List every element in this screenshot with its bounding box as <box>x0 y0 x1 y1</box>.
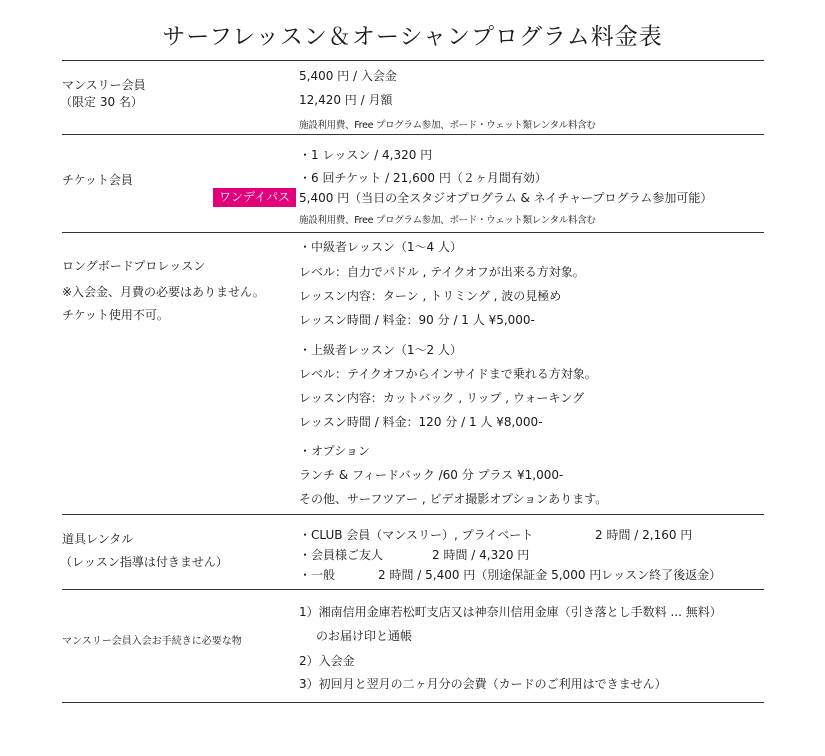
advanced-level: レベル：テイクオフからインサイドまで乗れる方対象。 <box>299 367 597 381</box>
rental-item-name: ・会員様ご友人 <box>299 548 384 562</box>
monthly-entry-fee: 5,400 円 / 入会金 <box>299 69 397 83</box>
monthly-note: 施設利用費、Free プログラム参加、ボード・ウェット類レンタル料含む <box>299 120 596 131</box>
rental-label: 道具レンタル <box>62 532 134 546</box>
procedure-item-1-cont: のお届け印と通帳 <box>316 629 413 643</box>
divider-ticket <box>62 232 764 233</box>
rental-item-price: 2 時間 / 2,160 円 <box>595 528 693 542</box>
ticket-six: ・6 回チケット / 21,600 円（２ヶ月間有効） <box>299 171 547 185</box>
divider-top <box>62 60 764 61</box>
intermediate-content: レッスン内容：ターン , トリミング , 波の見極め <box>299 289 562 303</box>
page-title: サーフレッスン＆オーシャンプログラム料金表 <box>162 24 663 50</box>
intermediate-title: ・中級者レッスン（1〜4 人） <box>299 240 462 254</box>
monthly-label: マンスリー会員 <box>62 78 146 92</box>
oneday-pass-badge: ワンデイパス <box>213 188 296 207</box>
advanced-price: レッスン時間 / 料金：120 分 / 1 人 ¥8,000- <box>299 415 543 429</box>
advanced-title: ・上級者レッスン（1〜2 人） <box>299 343 462 357</box>
longboard-label: ロングボードプロレッスン <box>62 259 206 273</box>
longboard-ticket-note: チケット使用不可。 <box>62 308 169 322</box>
monthly-monthly-fee: 12,420 円 / 月額 <box>299 93 393 107</box>
rental-item-price: 2 時間 / 4,320 円 <box>432 548 530 562</box>
rental-sublabel: （レッスン指導は付きません） <box>60 555 228 569</box>
option-other: その他、サーフツアー , ビデオ撮影オプションあります。 <box>299 492 608 506</box>
rental-item-name: ・一般 <box>299 568 336 582</box>
divider-longboard <box>62 514 764 515</box>
longboard-note: ※入会金、月費の必要はありません。 <box>62 285 265 299</box>
ticket-note: 施設利用費、Free プログラム参加、ボード・ウェット類レンタル料含む <box>299 215 596 226</box>
option-lunch: ランチ & フィードバック /60 分 プラス ¥1,000- <box>299 468 564 482</box>
rental-item-name: ・CLUB 会員（マンスリー）, プライベート <box>299 528 534 542</box>
intermediate-price: レッスン時間 / 料金：90 分 / 1 人 ¥5,000- <box>299 313 535 327</box>
rental-item-club <box>299 527 693 543</box>
divider-monthly <box>62 134 764 135</box>
procedure-item-2: 2）入会金 <box>299 654 355 668</box>
monthly-sublabel: （限定 30 名） <box>60 95 143 109</box>
procedure-item-3: 3）初回月と翌月の二ヶ月分の会費（カードのご利用はできません） <box>299 677 667 691</box>
advanced-content: レッスン内容：カットバック , リップ , ウォーキング <box>299 391 585 405</box>
ticket-label: チケット会員 <box>62 173 133 187</box>
rental-item-price: 2 時間 / 5,400 円（別途保証金 5,000 円レッスン終了後返金） <box>378 568 722 582</box>
rental-item-friend <box>299 547 530 563</box>
oneday-pass-price: 5,400 円（当日の全スタジオプログラム & ネイチャープログラム参加可能） <box>299 191 713 205</box>
intermediate-level: レベル：自力でパドル , テイクオフが出来る方対象。 <box>299 265 585 279</box>
option-title: ・オプション <box>299 444 370 458</box>
divider-rental <box>62 589 764 590</box>
ticket-single: ・1 レッスン / 4,320 円 <box>299 148 433 162</box>
rental-item-general <box>299 567 722 583</box>
procedure-label: マンスリー会員入会お手続きに必要な物 <box>62 636 242 647</box>
divider-bottom <box>62 702 764 703</box>
procedure-item-1: 1）湘南信用金庫若松町支店又は神奈川信用金庫（引き落とし手数料 ... 無料） <box>299 605 722 619</box>
